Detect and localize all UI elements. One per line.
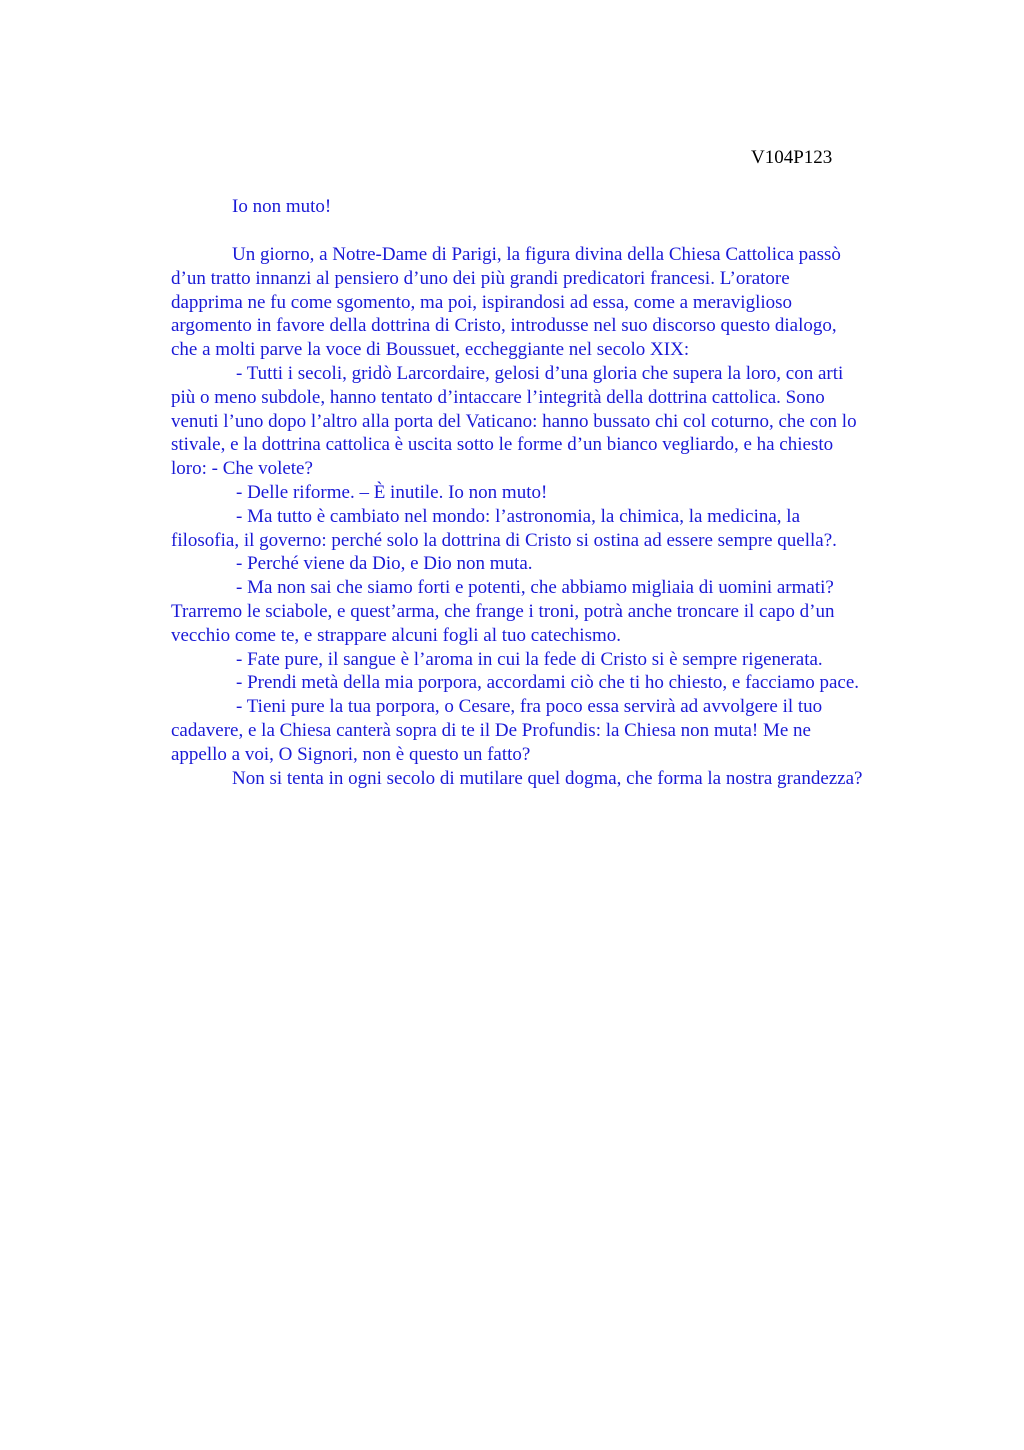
document-title: Io non muto!	[232, 196, 332, 217]
body-line: - Ma non sai che siamo forti e potenti, che abbiamo migliaia di uomini armati?	[236, 577, 834, 599]
body-line: cadavere, e la Chiesa canterà sopra di te il De Profundis: la Chiesa non muta! Me ne	[171, 719, 811, 741]
body-line: - Tutti i secoli, gridò Larcordaire, gelosi d’una gloria che supera la loro, con arti	[236, 362, 844, 384]
page-code: V104P123	[751, 147, 833, 168]
body-line: Non si tenta in ogni secolo di mutilare quel dogma, che forma la nostra grandezza?	[232, 767, 863, 789]
body-line: - Tieni pure la tua porpora, o Cesare, fra poco essa servirà ad avvolgere il tuo	[236, 696, 823, 718]
body-line: filosofia, il governo: perché solo la dottrina di Cristo si ostina ad essere sempre quella?.	[171, 529, 837, 551]
body-line: che a molti parve la voce di Boussuet, eccheggiante nel secolo XIX:	[171, 339, 690, 361]
body-line: appello a voi, O Signori, non è questo un fatto?	[171, 743, 531, 765]
body-line: d’un tratto innanzi al pensiero d’uno dei più grandi predicatori francesi. L’oratore	[171, 267, 790, 289]
body-line: - Delle riforme. – È inutile. Io non muto!	[236, 481, 548, 503]
body-line: - Prendi metà della mia porpora, accordami ciò che ti ho chiesto, e facciamo pace.	[236, 672, 860, 694]
body-line: stivale, e la dottrina cattolica è uscita sotto le forme d’un bianco vegliardo, e ha chiesto	[171, 434, 834, 456]
body-line: dapprima ne fu come sgomento, ma poi, ispirandosi ad essa, come a meraviglioso	[171, 291, 793, 313]
body-line: argomento in favore della dottrina di Cristo, introdusse nel suo discorso questo dialogo,	[171, 315, 837, 337]
body-line: Trarremo le sciabole, e quest’arma, che frange i troni, potrà anche troncare il capo d’un	[171, 600, 835, 622]
body-line: - Ma tutto è cambiato nel mondo: l’astronomia, la chimica, la medicina, la	[236, 505, 801, 527]
body-line: vecchio come te, e strappare alcuni fogli al tuo catechismo.	[171, 624, 622, 646]
body-line: Un giorno, a Notre-Dame di Parigi, la figura divina della Chiesa Cattolica passò	[232, 244, 841, 265]
body-line: venuti l’uno dopo l’altro alla porta del Vaticano: hanno bussato chi col coturno, che con lo	[171, 410, 857, 432]
document-body	[171, 243, 931, 790]
body-line: più o meno subdole, hanno tentato d’intaccare l’integrità della dottrina cattolica. Sono	[171, 386, 825, 408]
body-line: - Fate pure, il sangue è l’aroma in cui la fede di Cristo si è sempre rigenerata.	[236, 648, 823, 670]
body-line: - Perché viene da Dio, e Dio non muta.	[236, 553, 533, 575]
body-line: loro: - Che volete?	[171, 458, 313, 480]
